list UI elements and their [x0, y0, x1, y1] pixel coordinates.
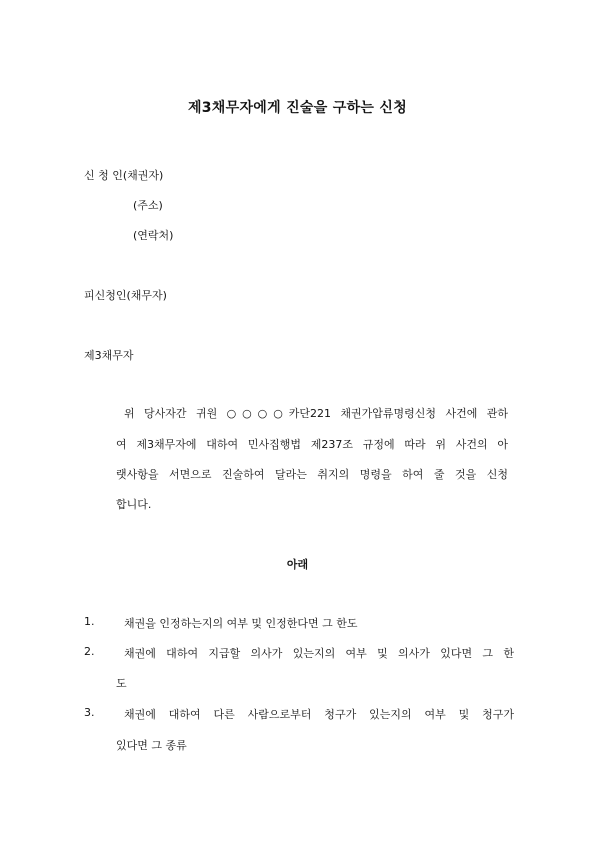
body-line: 위 당사자간 귀원 ○○○○카단221 채권가압류명령신청 사건에 관하: [124, 407, 508, 420]
item-text: 채권에 대하여 다른 사람으로부터 청구가 있는지의 여부 및 청구가: [124, 708, 514, 721]
item-number: 1.: [84, 615, 95, 628]
document-title: 제3채무자에게 진술을 구하는 신청: [187, 100, 408, 116]
body-line: 합니다.: [116, 498, 152, 511]
body-line: 랫사항을 서면으로 진술하여 달라는 취지의 명령을 하여 줄 것을 신청: [116, 468, 508, 481]
item-text: 채권에 대하여 지급할 의사가 있는지의 여부 및 의사가 있다면 그 한: [124, 647, 514, 660]
item-text: 채권을 인정하는지의 여부 및 인정한다면 그 한도: [124, 617, 358, 630]
address-label: (주소): [133, 199, 163, 212]
third-party-label: 제3채무자: [84, 349, 134, 362]
items-heading: 아래: [286, 558, 309, 571]
item-text-continued: 있다면 그 종류: [116, 739, 187, 752]
item-number: 3.: [84, 706, 95, 719]
item-number: 2.: [84, 645, 95, 658]
body-line: 여 제3채무자에 대하여 민사집행법 제237조 규정에 따라 위 사건의 아: [116, 438, 508, 451]
respondent-label: 피신청인(채무자): [84, 289, 167, 302]
item-text-continued: 도: [116, 677, 127, 690]
applicant-label: 신 청 인(채권자): [84, 169, 164, 182]
contact-label: (연락처): [133, 229, 174, 242]
